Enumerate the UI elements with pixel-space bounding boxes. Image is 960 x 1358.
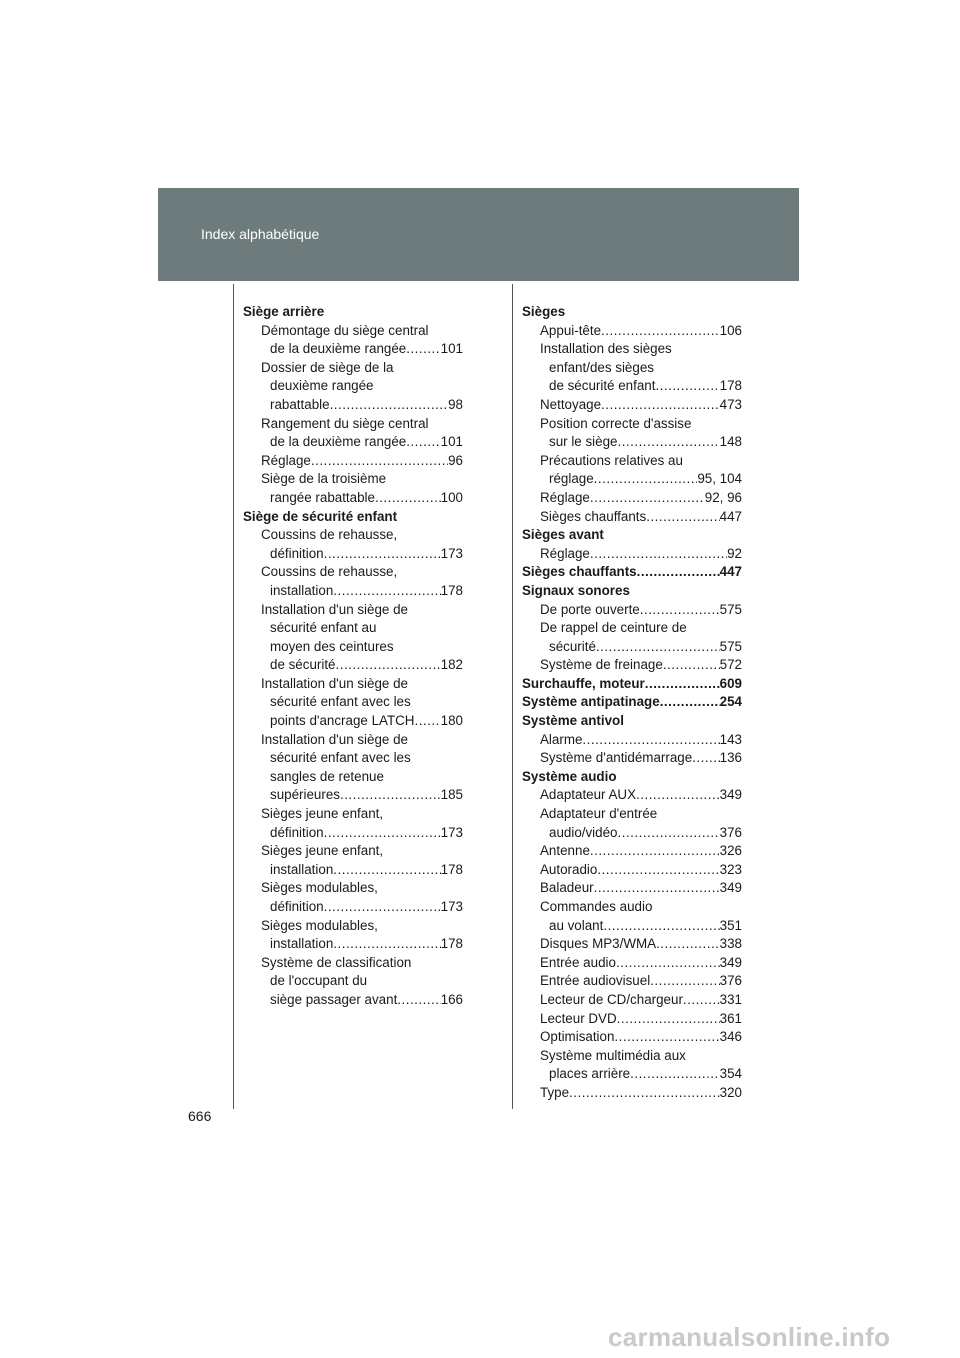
page-ref: 180 xyxy=(440,713,463,729)
page-ref: 326 xyxy=(719,843,742,859)
index-entry xyxy=(522,1047,742,1066)
entry-text: Entrée audiovisuel xyxy=(540,973,651,989)
leader-dots xyxy=(324,824,441,843)
entry-text: Sièges jeune enfant, xyxy=(261,843,384,859)
entry-text: Coussins de rehausse, xyxy=(261,564,398,580)
index-entry xyxy=(522,1010,742,1029)
entry-text: Disques MP3/WMA xyxy=(540,936,657,952)
index-entry xyxy=(522,917,742,936)
index-entry xyxy=(522,377,742,396)
entry-text: rabattable xyxy=(270,396,330,412)
index-heading xyxy=(522,582,742,601)
index-entry xyxy=(522,731,742,750)
page-ref: 173 xyxy=(440,824,463,840)
entry-text: de la deuxième rangée xyxy=(270,341,407,357)
index-heading xyxy=(522,712,742,731)
leader-dots xyxy=(655,377,719,396)
leader-dots xyxy=(340,786,441,805)
entry-text: Installation d'un siège de xyxy=(261,731,408,747)
watermark: carmanualsonline.info xyxy=(608,1322,891,1352)
page-ref: 361 xyxy=(719,1010,742,1026)
page-ref: 354 xyxy=(719,1066,742,1082)
entry-text: Dossier de siège de la xyxy=(261,359,394,375)
page-ref: 575 xyxy=(719,638,742,654)
entry-text: Lecteur de CD/chargeur xyxy=(540,991,683,1007)
leader-dots xyxy=(333,861,440,880)
entry-text: Démontage du siège central xyxy=(261,322,429,338)
entry-text: rangée rabattable xyxy=(270,489,375,505)
index-entry xyxy=(243,917,463,936)
entry-text: Installation d'un siège de xyxy=(261,601,408,617)
index-entry xyxy=(243,489,463,508)
index-entry xyxy=(243,935,463,954)
entry-text: Sièges avant xyxy=(522,527,604,543)
entry-text: enfant/des sièges xyxy=(549,359,654,375)
entry-text: Sièges modulables, xyxy=(261,917,378,933)
index-entry xyxy=(243,805,463,824)
leader-dots xyxy=(590,842,720,861)
entry-text: Système de freinage xyxy=(540,657,663,673)
entry-text: définition xyxy=(270,824,324,840)
entry-text: sécurité enfant au xyxy=(270,620,377,636)
entry-text: Siège de la troisième xyxy=(261,471,387,487)
index-entry xyxy=(522,396,742,415)
entry-text: Autoradio xyxy=(540,861,598,877)
page-ref: 376 xyxy=(719,824,742,840)
column-divider-left xyxy=(233,284,234,1109)
leader-dots xyxy=(594,879,720,898)
entry-text: points d'ancrage LATCH xyxy=(270,713,415,729)
page-ref: 447 xyxy=(719,564,742,580)
entry-text: Surchauffe, moteur xyxy=(522,675,645,691)
entry-text: installation xyxy=(270,936,334,952)
page-ref: 101 xyxy=(440,434,463,450)
entry-text: Réglage xyxy=(540,489,590,505)
index-entry xyxy=(243,619,463,638)
page-ref: 323 xyxy=(719,861,742,877)
page-ref: 376 xyxy=(719,973,742,989)
leader-dots xyxy=(601,396,720,415)
page-ref: 473 xyxy=(719,396,742,412)
page-ref: 100 xyxy=(440,489,463,505)
entry-text: Commandes audio xyxy=(540,899,653,914)
page-ref: 351 xyxy=(719,917,742,933)
index-entry xyxy=(522,508,742,527)
entry-text: définition xyxy=(270,899,324,914)
index-entry xyxy=(522,786,742,805)
leader-dots xyxy=(336,656,441,675)
leader-dots xyxy=(596,638,720,657)
index-heading xyxy=(243,508,463,527)
index-entry xyxy=(243,786,463,805)
leader-dots xyxy=(617,1010,720,1029)
index-entry xyxy=(522,935,742,954)
index-heading xyxy=(522,563,742,582)
page-ref: 575 xyxy=(719,601,742,617)
page-ref: 173 xyxy=(440,545,463,561)
index-entry xyxy=(522,545,742,564)
entry-text: audio/vidéo xyxy=(549,824,618,840)
entry-text: Alarme xyxy=(540,731,583,747)
entry-text: Réglage xyxy=(261,452,311,468)
entry-text: Adaptateur AUX xyxy=(540,787,637,803)
leader-dots xyxy=(614,1028,719,1047)
index-column-left xyxy=(243,303,463,1010)
index-entry xyxy=(243,470,463,489)
entry-text: Système de classification xyxy=(261,954,412,970)
index-entry xyxy=(243,638,463,657)
leader-dots xyxy=(656,935,720,954)
section-header-bar xyxy=(158,188,799,281)
index-entry xyxy=(243,359,463,378)
entry-text: sécurité xyxy=(549,638,596,654)
entry-text: Rangement du siège central xyxy=(261,415,429,431)
index-entry xyxy=(243,582,463,601)
entry-text: Nettoyage xyxy=(540,396,602,412)
page-ref: 320 xyxy=(719,1084,742,1100)
entry-text: moyen des ceintures xyxy=(270,638,394,654)
page-ref: 185 xyxy=(440,787,463,803)
leader-dots xyxy=(597,861,719,880)
entry-text: Réglage xyxy=(540,545,590,561)
page-ref: 178 xyxy=(719,378,742,394)
entry-text: Antenne xyxy=(540,843,590,859)
index-heading xyxy=(522,526,742,545)
leader-dots xyxy=(333,582,440,601)
page-ref: 106 xyxy=(719,322,742,338)
index-entry xyxy=(522,415,742,434)
index-column-right xyxy=(522,303,742,1103)
leader-dots xyxy=(375,489,441,508)
page-ref: 346 xyxy=(719,1029,742,1045)
index-entry xyxy=(522,322,742,341)
entry-text: Sièges chauffants xyxy=(540,508,647,524)
index-entry xyxy=(243,768,463,787)
page-ref: 349 xyxy=(719,954,742,970)
entry-text: réglage xyxy=(549,471,594,487)
leader-dots xyxy=(590,545,727,564)
index-entry xyxy=(522,805,742,824)
leader-dots xyxy=(683,991,720,1010)
index-entry xyxy=(243,991,463,1010)
entry-text: de l'occupant du xyxy=(270,973,368,989)
page-ref: 331 xyxy=(719,991,742,1007)
page-ref: 447 xyxy=(719,508,742,524)
entry-text: Coussins de rehausse, xyxy=(261,527,398,543)
leader-dots xyxy=(601,322,720,341)
leader-dots xyxy=(406,340,440,359)
entry-text: de la deuxième rangée xyxy=(270,434,407,450)
index-entry xyxy=(243,954,463,973)
entry-text: Système multimédia aux xyxy=(540,1047,686,1063)
entry-text: Système antivol xyxy=(522,713,624,729)
index-entry xyxy=(243,526,463,545)
entry-text: sécurité enfant avec les xyxy=(270,750,411,766)
leader-dots xyxy=(324,545,441,564)
index-entry xyxy=(243,731,463,750)
entry-text: Siège arrière xyxy=(243,304,325,319)
index-entry xyxy=(522,359,742,378)
page-ref: 92 xyxy=(727,545,742,561)
leader-dots xyxy=(660,693,720,712)
index-entry xyxy=(243,824,463,843)
index-entry xyxy=(243,452,463,471)
leader-dots xyxy=(616,954,720,973)
entry-text: supérieures xyxy=(270,787,340,803)
leader-dots xyxy=(594,470,698,489)
entry-text: Sièges jeune enfant, xyxy=(261,806,384,822)
index-entry xyxy=(243,675,463,694)
index-entry xyxy=(243,842,463,861)
leader-dots xyxy=(663,656,720,675)
entry-text: de sécurité enfant xyxy=(549,378,656,394)
entry-text: Signaux sonores xyxy=(522,582,630,598)
index-heading xyxy=(522,768,742,787)
index-entry xyxy=(522,656,742,675)
entry-text: Installation d'un siège de xyxy=(261,675,408,691)
page-ref: 92, 96 xyxy=(704,489,742,505)
entry-text: Sièges xyxy=(522,304,566,319)
page-ref: 95, 104 xyxy=(697,471,742,487)
leader-dots xyxy=(333,935,440,954)
page-ref: 178 xyxy=(440,936,463,952)
index-entry xyxy=(243,415,463,434)
index-entry xyxy=(522,452,742,471)
leader-dots xyxy=(692,749,719,768)
entry-text: De rappel de ceinture de xyxy=(540,620,687,636)
index-entry xyxy=(522,991,742,1010)
leader-dots xyxy=(618,824,720,843)
index-heading xyxy=(522,303,742,322)
entry-text: Entrée audio xyxy=(540,954,616,970)
entry-text: De porte ouverte xyxy=(540,601,640,617)
page-ref: 166 xyxy=(440,991,463,1007)
index-entry xyxy=(522,619,742,638)
entry-text: définition xyxy=(270,545,324,561)
entry-text: au volant xyxy=(549,917,604,933)
entry-text: Installation des sièges xyxy=(540,341,672,357)
index-entry xyxy=(522,638,742,657)
entry-text: Type xyxy=(540,1084,570,1100)
entry-text: sur le siège xyxy=(549,434,618,450)
index-entry xyxy=(522,1084,742,1103)
page-ref: 96 xyxy=(448,452,463,468)
entry-text: Siège de sécurité enfant xyxy=(243,508,398,524)
index-entry xyxy=(243,396,463,415)
page-ref: 136 xyxy=(719,750,742,766)
entry-text: deuxième rangée xyxy=(270,378,374,394)
entry-text: sangles de retenue xyxy=(270,768,384,784)
index-entry xyxy=(522,954,742,973)
index-entry xyxy=(522,842,742,861)
leader-dots xyxy=(646,508,719,527)
entry-text: Sièges chauffants xyxy=(522,564,637,580)
index-entry xyxy=(243,377,463,396)
page-ref: 148 xyxy=(719,434,742,450)
page-ref: 178 xyxy=(440,582,463,598)
entry-text: Baladeur xyxy=(540,880,594,896)
page-ref: 349 xyxy=(719,787,742,803)
index-entry xyxy=(243,972,463,991)
section-title: Index alphabétique xyxy=(201,226,320,242)
leader-dots xyxy=(590,489,705,508)
index-entry xyxy=(243,749,463,768)
entry-text: Système antipatinage xyxy=(522,694,660,710)
index-entry xyxy=(243,656,463,675)
entry-text: Position correcte d'assise xyxy=(540,415,692,431)
leader-dots xyxy=(617,433,719,452)
index-entry xyxy=(522,898,742,917)
page-ref: 178 xyxy=(440,861,463,877)
index-entry xyxy=(522,470,742,489)
index-entry xyxy=(243,693,463,712)
leader-dots xyxy=(414,712,440,731)
leader-dots xyxy=(640,601,720,620)
leader-dots xyxy=(397,991,440,1010)
index-heading xyxy=(243,303,463,322)
leader-dots xyxy=(637,563,720,582)
entry-text: installation xyxy=(270,861,334,877)
index-entry xyxy=(243,879,463,898)
index-entry xyxy=(522,879,742,898)
page-ref: 338 xyxy=(719,936,742,952)
entry-text: places arrière xyxy=(549,1066,631,1082)
page-ref: 173 xyxy=(440,899,463,914)
page-ref: 609 xyxy=(719,675,742,691)
index-entry xyxy=(243,861,463,880)
leader-dots xyxy=(603,917,719,936)
entry-text: Optimisation xyxy=(540,1029,615,1045)
index-entry xyxy=(243,601,463,620)
entry-text: sécurité enfant avec les xyxy=(270,694,411,710)
page-ref: 254 xyxy=(719,694,742,710)
entry-text: Système d'antidémarrage xyxy=(540,750,693,766)
page-number: 666 xyxy=(188,1108,212,1124)
leader-dots xyxy=(324,898,441,917)
index-heading xyxy=(522,675,742,694)
page-ref: 572 xyxy=(719,657,742,673)
leader-dots xyxy=(645,675,720,694)
index-entry xyxy=(243,712,463,731)
index-entry xyxy=(522,601,742,620)
leader-dots xyxy=(406,433,440,452)
index-entry xyxy=(522,972,742,991)
column-divider-middle xyxy=(512,284,513,1109)
leader-dots xyxy=(630,1065,720,1084)
leader-dots xyxy=(569,1084,720,1103)
leader-dots xyxy=(330,396,449,415)
index-entry xyxy=(522,1028,742,1047)
leader-dots xyxy=(582,731,719,750)
index-entry xyxy=(522,340,742,359)
index-entry xyxy=(522,1065,742,1084)
entry-text: de sécurité xyxy=(270,657,336,673)
index-entry xyxy=(522,824,742,843)
entry-text: Lecteur DVD xyxy=(540,1010,617,1026)
index-entry xyxy=(243,433,463,452)
index-entry xyxy=(243,545,463,564)
index-heading xyxy=(522,693,742,712)
page-ref: 101 xyxy=(440,341,463,357)
index-entry xyxy=(243,322,463,341)
page-ref: 349 xyxy=(719,880,742,896)
entry-text: siège passager avant xyxy=(270,991,398,1007)
index-entry xyxy=(243,898,463,917)
leader-dots xyxy=(650,972,719,991)
index-entry xyxy=(522,489,742,508)
leader-dots xyxy=(311,452,448,471)
entry-text: Système audio xyxy=(522,768,617,784)
entry-text: installation xyxy=(270,582,334,598)
leader-dots xyxy=(636,786,720,805)
entry-text: Adaptateur d'entrée xyxy=(540,806,658,822)
entry-text: Précautions relatives au xyxy=(540,452,683,468)
entry-text: Sièges modulables, xyxy=(261,880,378,896)
index-entry xyxy=(243,340,463,359)
index-entry xyxy=(243,563,463,582)
entry-text: Appui-tête xyxy=(540,322,602,338)
page-ref: 143 xyxy=(719,731,742,747)
index-entry xyxy=(522,749,742,768)
index-entry xyxy=(522,433,742,452)
page-ref: 98 xyxy=(448,396,463,412)
page-ref: 182 xyxy=(440,657,463,673)
index-entry xyxy=(522,861,742,880)
